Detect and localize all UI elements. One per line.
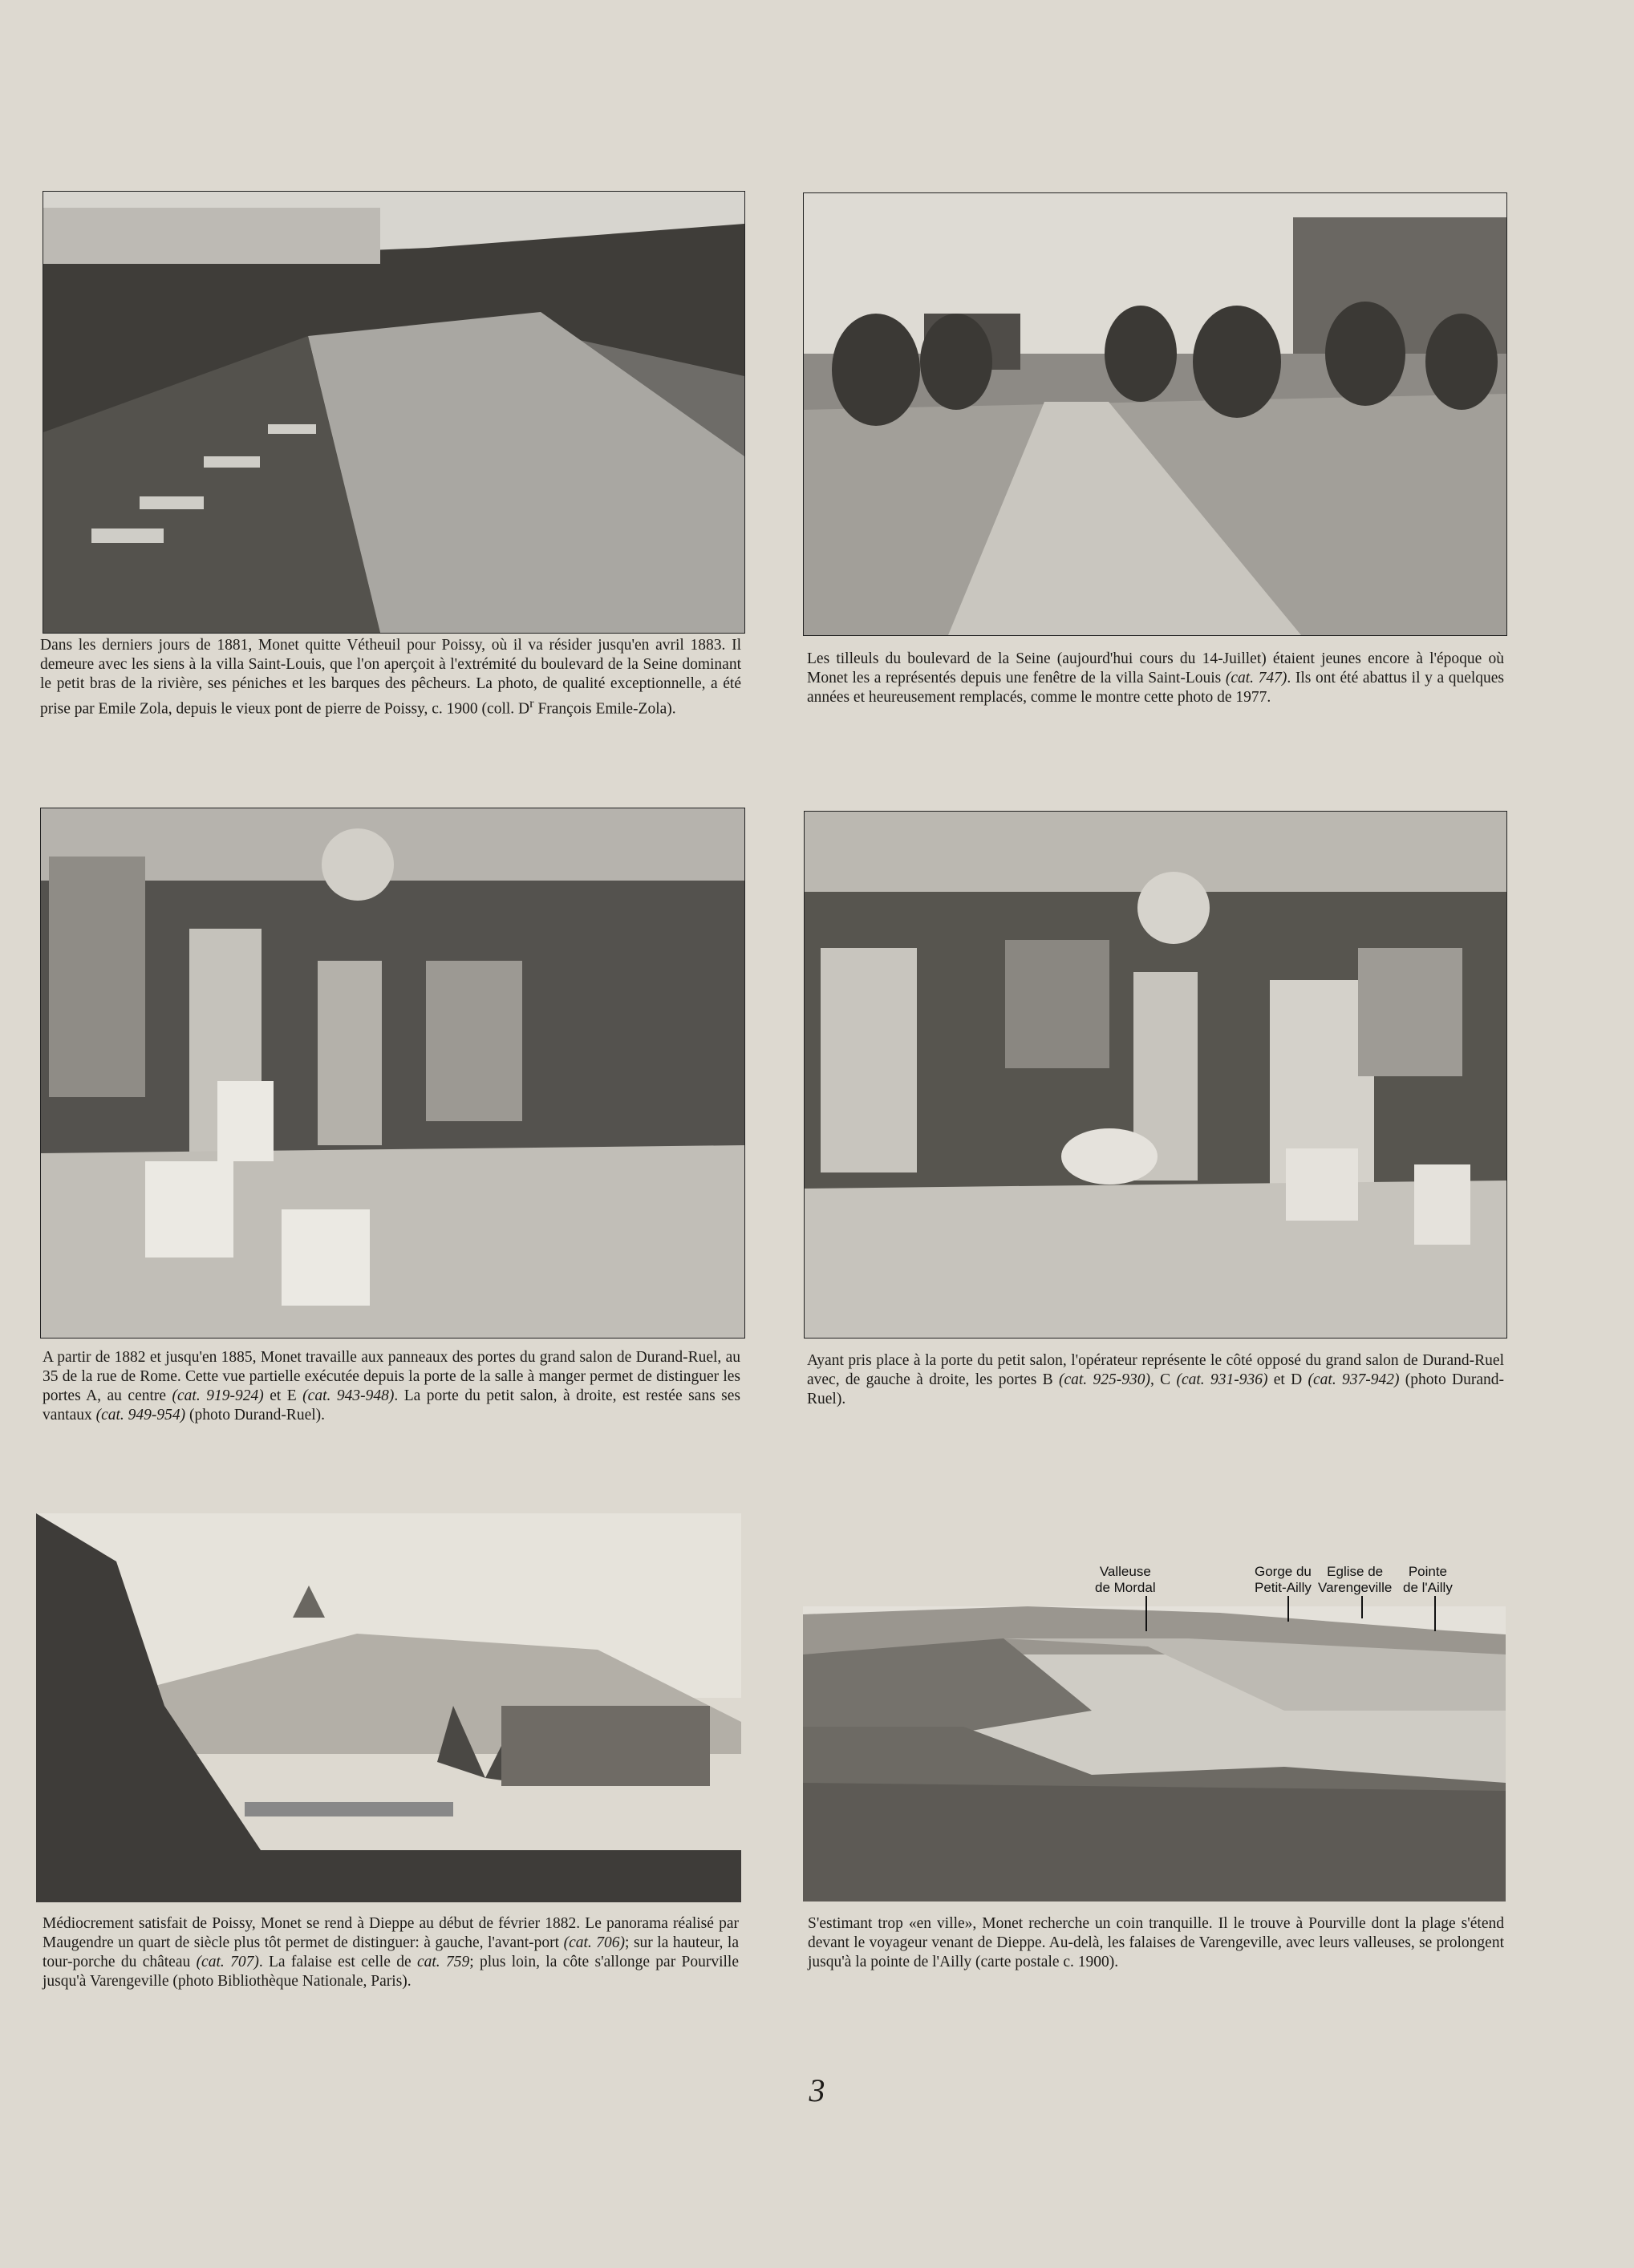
photo-dieppe-panorama [36, 1513, 741, 1902]
caption-grand-salon-left: A partir de 1882 et jusqu'en 1885, Monet travaille aux panneaux des portes du grand salon de Durand-Ruel, au 35 de la rue de Rome. Cette vue partielle exécutée depuis la porte de la salle à manger permet de distinguer les portes A, au centre (cat. 919-924) et E (cat. 943-948). La porte du petit salon, à droite, est restée sans ses vantaux (cat. 949-954) (photo Durand-Ruel). [43, 1349, 740, 1424]
photo-poissy-river [43, 191, 745, 634]
label-gorge-du-petit-ailly: Gorge du Petit-Ailly [1255, 1564, 1312, 1595]
caption-pourville-postcard: S'estimant trop «en ville», Monet recherche un coin tranquille. Il le trouve à Pourville dont la plage s'étend devant le voyageur venant de Dieppe. Au-delà, les falaises de Varengeville, avec leurs valleuses, se prolongent jusqu'à la pointe de l'Ailly (carte postale c. 1900). [808, 1915, 1504, 1970]
photo-grand-salon-left [40, 808, 745, 1339]
label-eglise-de-varengeville: Eglise de Varengeville [1318, 1564, 1393, 1595]
label-valleuse-de-mordal: Valleuse de Mordal [1095, 1564, 1156, 1595]
caption-grand-salon-right: Ayant pris place à la porte du petit salon, l'opérateur représente le côté opposé du grand salon de Durand-Ruel avec, de gauche à droite, les portes B (cat. 925-930), C (cat. 931-936) et D (cat. 937-942) (photo Durand-Ruel). [807, 1352, 1504, 1407]
label-pointer [1361, 1596, 1363, 1618]
photo-boulevard-trees [803, 192, 1507, 636]
label-pointer [1434, 1596, 1436, 1631]
caption-dieppe-panorama: Médiocrement satisfait de Poissy, Monet se rend à Dieppe au début de février 1882. Le panorama réalisé par Maugendre un quart de siècle plus tôt permet de distinguer: à gauche, l'avant-port (cat. 706); sur la hauteur, la tour-porche du château (cat. 707). La falaise est celle de cat. 759; plus loin, la côte s'allonge par Pourville jusqu'à Varengeville (photo Bibliothèque Nationale, Paris). [43, 1915, 740, 1990]
label-pointer [1287, 1596, 1289, 1622]
label-pointer [1145, 1596, 1147, 1631]
photo-grand-salon-right [804, 811, 1507, 1339]
caption-boulevard-trees: Les tilleuls du boulevard de la Seine (aujourd'hui cours du 14-Juillet) étaient jeunes encore à l'époque où Monet les a représentés depuis une fenêtre de la villa Saint-Louis (cat. 747). Ils ont été abattus il y a quelques années et heureusement remplacés, comme le montre cette photo de 1977. [807, 650, 1505, 706]
caption-poissy-river: Dans les derniers jours de 1881, Monet quitte Vétheuil pour Poissy, où il va résider jusqu'en avril 1883. Il demeure avec les siens à la villa Saint-Louis, que l'on aperçoit à l'extrémité du boulevard de la Seine dominant le petit bras de la rivière, ses péniches et les barques des pêcheurs. La photo, de qualité exceptionnelle, a été prise par Emile Zola, depuis le vieux pont de pierre de Poissy, c. 1900 (coll. $D^r$ François Emile-Zola). [40, 637, 741, 718]
page-number: 3 [809, 2072, 825, 2108]
label-pointe-de-l-ailly: Pointe de l'Ailly [1403, 1564, 1453, 1595]
